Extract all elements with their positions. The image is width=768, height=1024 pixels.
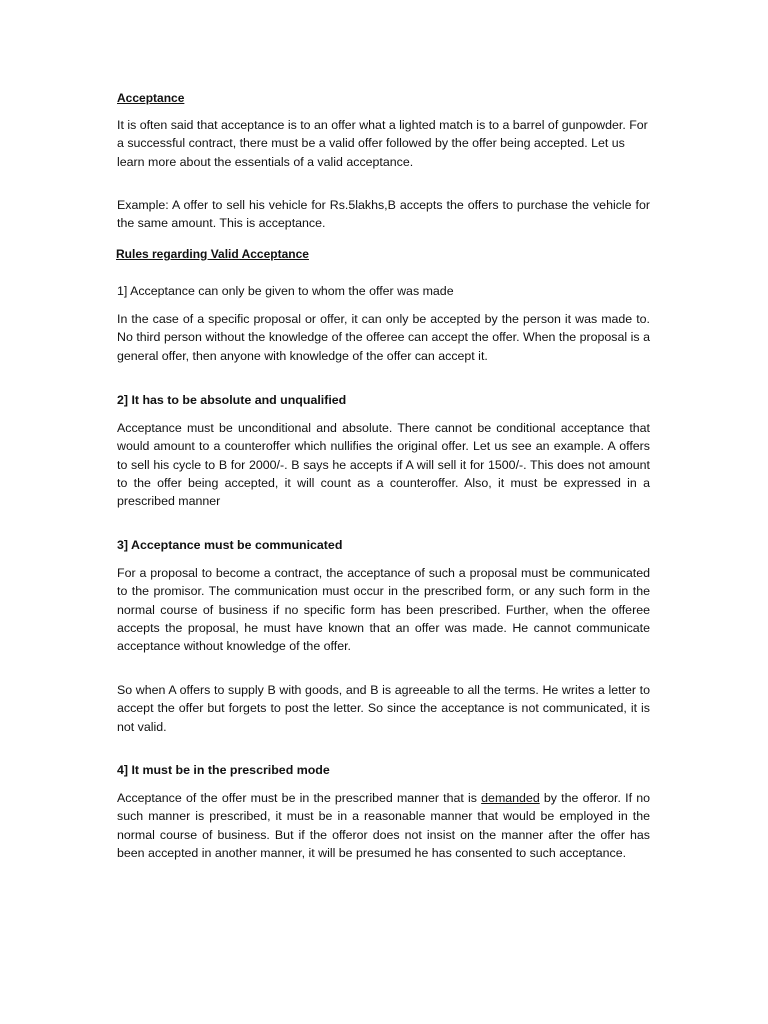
rule-4-body: [117, 789, 650, 862]
intro-paragraph: It is often said that acceptance is to an offer what a lighted match is to a barrel of gunpowder. For a successful contract, there must be a valid offer followed by the offer being accepted. Let us learn more about the essentials of a valid acceptance.: [117, 118, 648, 169]
rule-3-example: So when A offers to supply B with goods, and B is agreeable to all the terms. He writes a letter to accept the offer but forgets to post the letter. So since the acceptance is not communicated, it is not valid.: [117, 683, 650, 734]
rule-3-heading: 3] Acceptance must be communicated: [117, 538, 343, 552]
rule-4-body-start: Acceptance of the offer must be in the prescribed manner that is: [117, 791, 482, 805]
rule-1-heading: 1] Acceptance can only be given to whom the offer was made: [117, 284, 454, 298]
document-title: Acceptance: [117, 91, 185, 105]
rule-4-body-end: by the offeror. If no such manner is prescribed, it must be in a reasonable manner that would be employed in the normal course of business. But if the offeror does not insist on the manner after the offer has been accepted in another manner, it will be presumed he has consented to such acceptance.: [117, 791, 650, 860]
rule-1-body: In the case of a specific proposal or offer, it can only be accepted by the person it was made to. No third person without the knowledge of the offeree can accept the offer. When the proposal is a general offer, then anyone with knowledge of the offer can accept it.: [117, 312, 650, 363]
rule-2-heading: 2] It has to be absolute and unqualified: [117, 393, 347, 407]
rules-heading: Rules regarding Valid Acceptance: [116, 247, 309, 261]
rule-4-heading: 4] It must be in the prescribed mode: [117, 763, 330, 777]
demanded-link[interactable]: demanded: [481, 791, 540, 805]
example-paragraph: Example: A offer to sell his vehicle for Rs.5lakhs,B accepts the offers to purchase the vehicle for the same amount. This is acceptance.: [117, 198, 650, 231]
rule-2-body: Acceptance must be unconditional and absolute. There cannot be conditional acceptance that would amount to a counteroffer which nullifies the original offer. Let us see an example. A offers to sell his cycle to B for 2000/-. B says he accepts if A will sell it for 1500/-. This does not amount to the offer being accepted, it will count as a counteroffer. Also, it must be expressed in a prescribed manner: [117, 421, 650, 509]
rule-3-body: For a proposal to become a contract, the acceptance of such a proposal must be communicated to the promisor. The communication must occur in the prescribed form, or any such form in the normal course of business if no specific form has been prescribed. Further, when the offeree accepts the proposal, he must have known that an offer was made. He cannot communicate acceptance without knowledge of the offer.: [117, 566, 650, 654]
